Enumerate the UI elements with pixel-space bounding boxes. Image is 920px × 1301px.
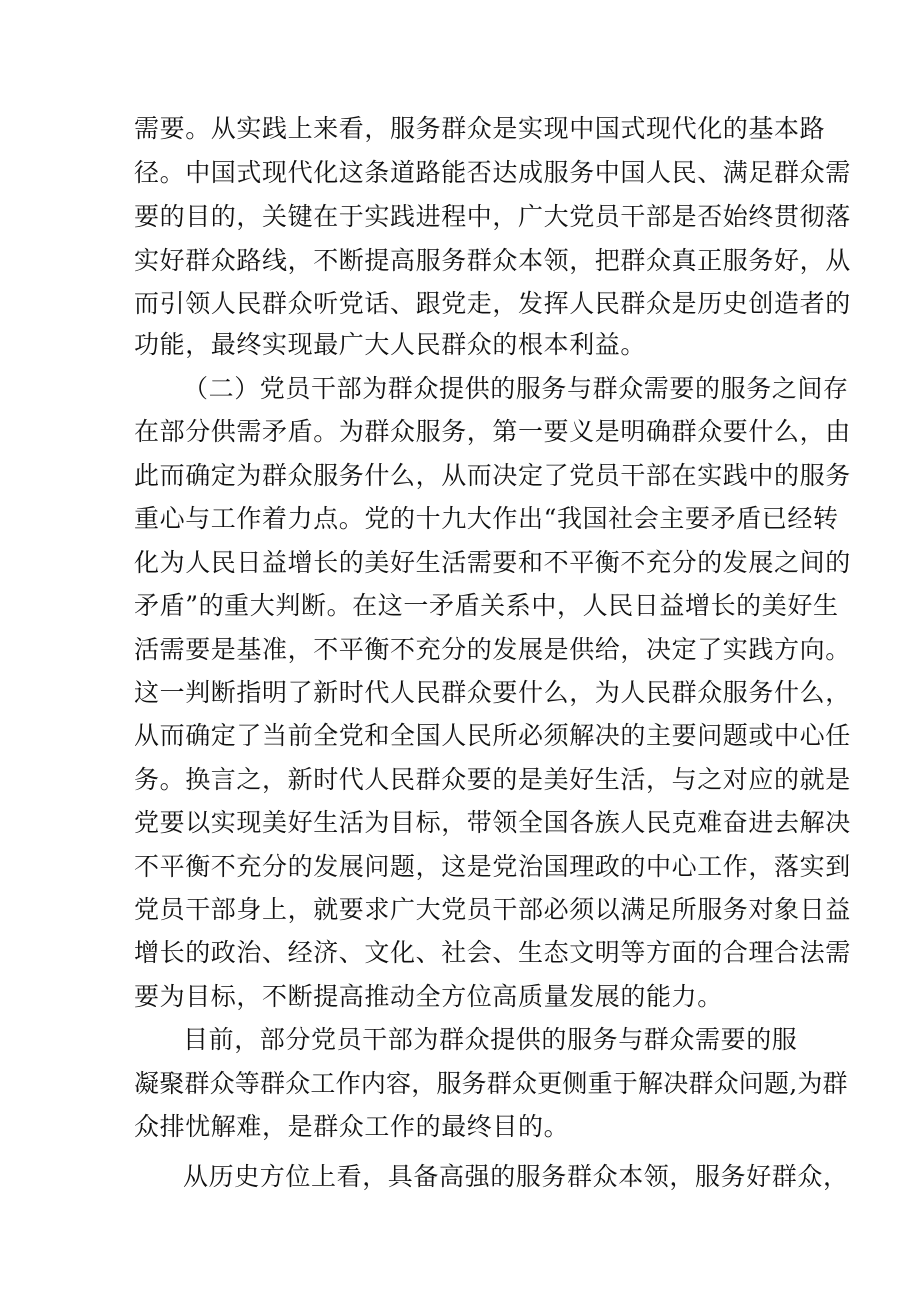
paragraph-first-line: 目前，部分党员干部为群众提供的服务与群众需要的服 <box>183 1025 798 1054</box>
text-line: 凝聚群众等群众工作内容，服务群众更侧重于解决群众问题,为群 <box>134 1069 848 1098</box>
paragraph-first-line: 从历史方位上看，具备高强的服务群众本领，服务好群众， <box>183 1162 849 1191</box>
text-line: 功能，最终实现最广大人民群众的根本利益。 <box>134 330 647 359</box>
text-line: 党员干部身上，就要求广大党员干部必须以满足所服务对象日益 <box>134 895 851 924</box>
text-line: 要为目标，不断提高推动全方位高质量发展的能力。 <box>134 982 723 1011</box>
text-line: 从而确定了当前全党和全国人民所必须解决的主要问题或中心任 <box>134 721 851 750</box>
text-line: 化为人民日益增长的美好生活需要和不平衡不充分的发展之间的 <box>134 548 851 577</box>
section-heading-line: （二）党员干部为群众提供的服务与群众需要的服务之间存 <box>183 374 849 403</box>
text-line: 而引领人民群众听党话、跟党走，发挥人民群众是历史创造者的 <box>134 289 851 318</box>
text-line: 要的目的，关键在于实践进程中，广大党员干部是否始终贯彻落 <box>134 202 851 231</box>
text-line: 重心与工作着力点。党的十九大作出“我国社会主要矛盾已经转 <box>134 504 839 533</box>
text-line: 需要。从实践上来看，服务群众是实现中国式现代化的基本路 <box>134 114 826 143</box>
text-line: 在部分供需矛盾。为群众服务，第一要义是明确群众要什么，由 <box>134 417 851 446</box>
text-line: 众排忧解难，是群众工作的最终目的。 <box>134 1112 570 1141</box>
text-line: 党要以实现美好生活为目标，带领全国各族人民克难奋进去解决 <box>134 808 851 837</box>
text-line: 不平衡不充分的发展问题，这是党治国理政的中心工作，落实到 <box>134 852 851 881</box>
text-line: 务。换言之，新时代人民群众要的是美好生活，与之对应的就是 <box>134 765 851 794</box>
text-line: 活需要是基准，不平衡不充分的发展是供给，决定了实践方向。 <box>134 635 851 664</box>
text-line: 此而确定为群众服务什么，从而决定了党员干部在实践中的服务 <box>134 461 851 490</box>
text-line: 矛盾”的重大判断。在这一矛盾关系中，人民日益增长的美好生 <box>134 591 839 620</box>
text-line: 径。中国式现代化这条道路能否达成服务中国人民、满足群众需 <box>134 158 851 187</box>
text-line: 这一判断指明了新时代人民群众要什么，为人民群众服务什么， <box>134 678 851 707</box>
text-line: 增长的政治、经济、文化、社会、生态文明等方面的合理合法需 <box>134 938 851 967</box>
text-line: 实好群众路线，不断提高服务群众本领，把群众真正服务好，从 <box>134 246 851 275</box>
